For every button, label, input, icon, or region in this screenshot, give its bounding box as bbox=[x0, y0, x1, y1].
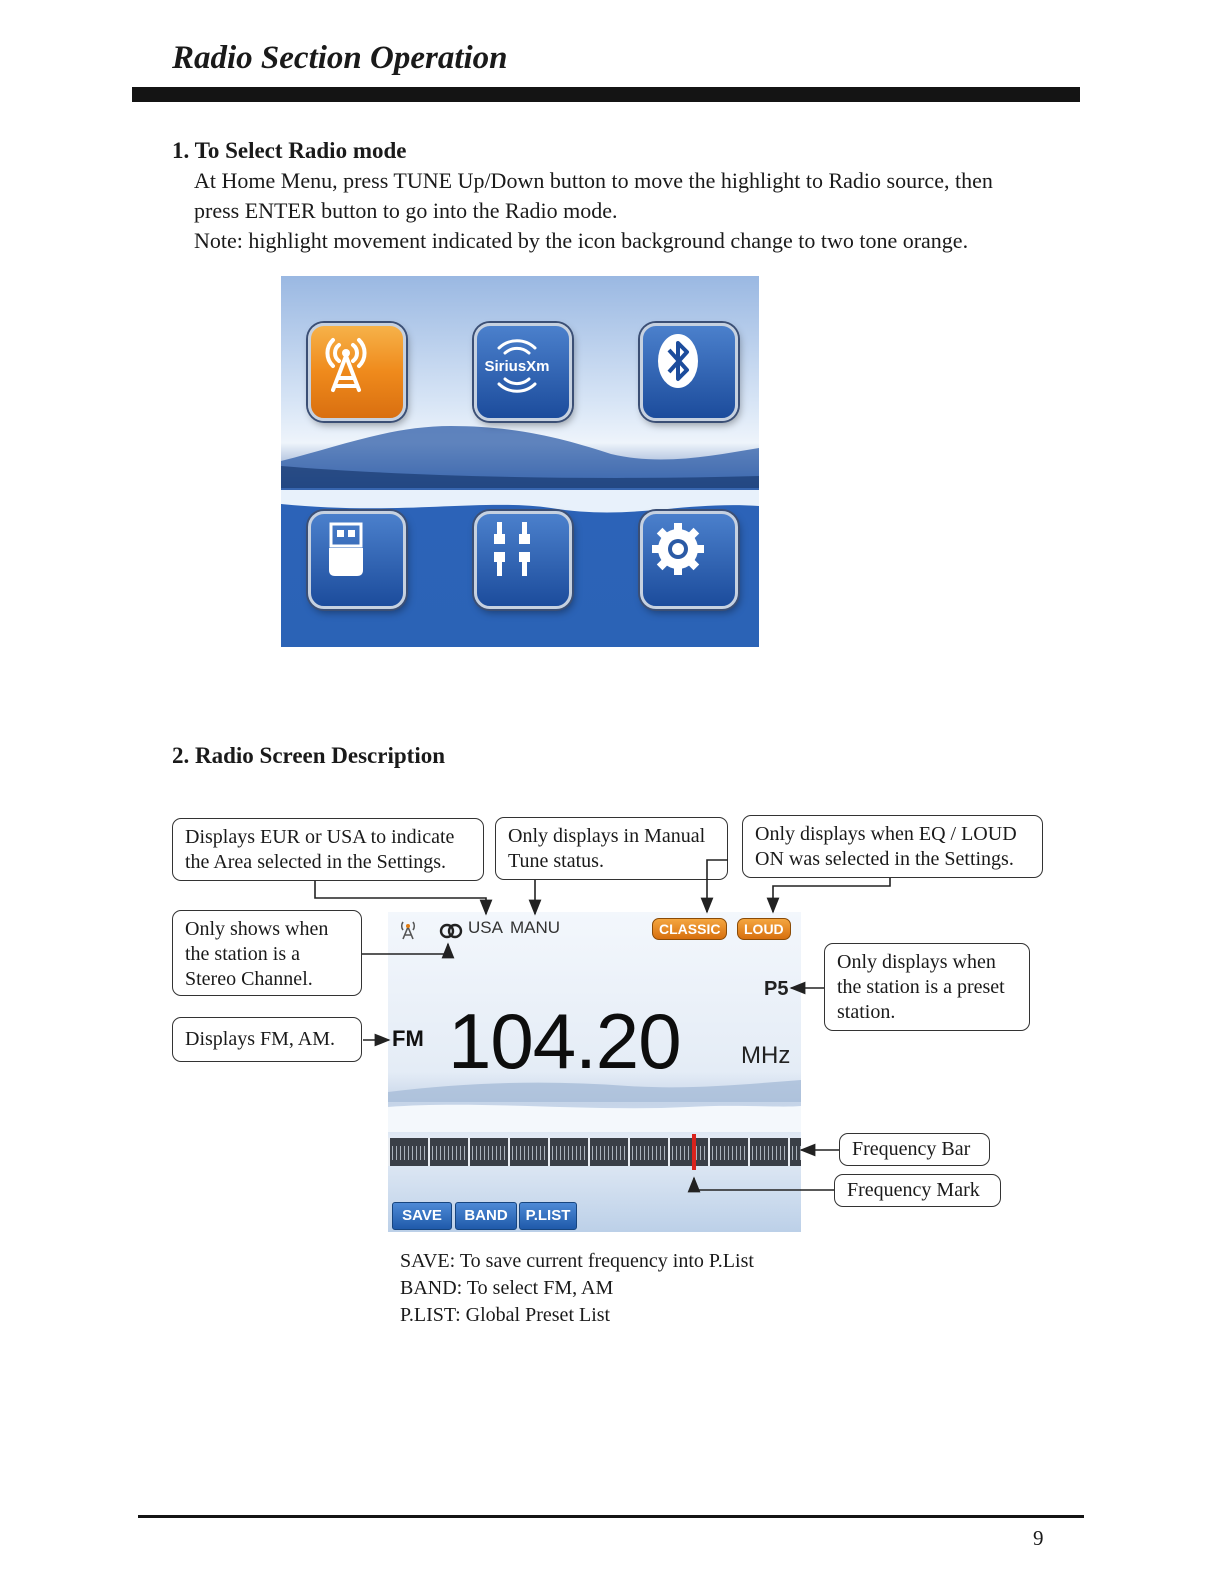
frequency-bar-tick bbox=[540, 1146, 541, 1160]
band-indicator: FM bbox=[392, 1026, 424, 1051]
frequency-bar-tick bbox=[616, 1146, 617, 1160]
frequency-bar-tick bbox=[700, 1146, 701, 1160]
frequency-bar-tick bbox=[496, 1146, 497, 1160]
callout-manual-line-2: Tune status. bbox=[508, 850, 604, 872]
callout-frequency-bar: Frequency Bar bbox=[839, 1133, 990, 1166]
frequency-bar-tick bbox=[728, 1146, 729, 1160]
frequency-mark bbox=[692, 1134, 696, 1170]
eq-badge: CLASSIC bbox=[652, 918, 727, 940]
callout-frequency-mark: Frequency Mark bbox=[834, 1174, 1001, 1207]
frequency-bar-tick bbox=[552, 1146, 553, 1160]
frequency-bar-tick bbox=[596, 1146, 597, 1160]
frequency-bar-tick bbox=[388, 1138, 390, 1166]
callout-stereo-line-3: Stereo Channel. bbox=[185, 968, 313, 990]
callout-area-line-1: Displays EUR or USA to indicate bbox=[185, 826, 455, 848]
frequency-bar-tick bbox=[708, 1138, 710, 1166]
callout-eq-line-2: ON was selected in the Settings. bbox=[755, 848, 1014, 870]
frequency-bar-tick bbox=[524, 1146, 525, 1160]
frequency-bar-tick bbox=[400, 1146, 401, 1160]
frequency-bar-track bbox=[388, 1138, 801, 1166]
frequency-bar-tick bbox=[516, 1146, 517, 1160]
frequency-bar-tick bbox=[440, 1146, 441, 1160]
frequency-bar-tick bbox=[696, 1146, 697, 1160]
frequency-bar-tick bbox=[676, 1146, 677, 1160]
frequency-unit: MHz bbox=[741, 1042, 791, 1069]
page-number: 9 bbox=[1033, 1526, 1044, 1550]
audio-settings-source-icon[interactable] bbox=[474, 511, 572, 609]
legend-plist: P.LIST: Global Preset List bbox=[400, 1304, 611, 1326]
frequency-bar-tick bbox=[720, 1146, 721, 1160]
frequency-bar-tick bbox=[392, 1146, 393, 1160]
callout-manual-tune bbox=[495, 817, 728, 880]
frequency-bar-tick bbox=[480, 1146, 481, 1160]
frequency-bar-tick bbox=[476, 1146, 477, 1160]
callout-stereo bbox=[172, 910, 362, 996]
band-button[interactable]: BAND bbox=[455, 1202, 517, 1230]
frequency-bar-tick bbox=[428, 1138, 430, 1166]
frequency-bar-tick bbox=[604, 1146, 605, 1160]
callout-stereo-line-1: Only shows when bbox=[185, 918, 329, 940]
callout-band-line-1: Displays FM, AM. bbox=[185, 1028, 336, 1050]
frequency-bar-tick bbox=[740, 1146, 741, 1160]
frequency-bar-tick bbox=[512, 1146, 513, 1160]
frequency-bar-tick bbox=[800, 1146, 801, 1160]
frequency-bar-tick bbox=[432, 1146, 433, 1160]
frequency-bar-tick bbox=[652, 1146, 653, 1160]
section1-line-3: Note: highlight movement indicated by the icon background change to two tone orange. bbox=[194, 228, 969, 253]
radio-tower-icon bbox=[311, 326, 381, 396]
frequency-bar-tick bbox=[544, 1146, 545, 1160]
frequency-bar-tick bbox=[608, 1146, 609, 1160]
callout-manual-line-1: Only displays in Manual bbox=[508, 825, 706, 847]
frequency-bar-tick bbox=[484, 1146, 485, 1160]
frequency-bar-tick bbox=[520, 1146, 521, 1160]
connector-loud bbox=[773, 878, 890, 912]
frequency-bar-tick bbox=[644, 1146, 645, 1160]
frequency-bar-tick bbox=[784, 1146, 785, 1160]
frequency-bar-tick bbox=[612, 1146, 613, 1160]
siriusxm-icon bbox=[477, 326, 557, 406]
callout-preset-line-3: station. bbox=[837, 1001, 896, 1023]
frequency-bar-tick bbox=[584, 1146, 585, 1160]
frequency-bar-tick bbox=[664, 1146, 665, 1160]
frequency-bar bbox=[388, 1134, 801, 1170]
frequency-bar-tick bbox=[680, 1146, 681, 1160]
frequency-bar-tick bbox=[756, 1146, 757, 1160]
frequency-bar-tick bbox=[788, 1138, 790, 1166]
plist-button[interactable]: P.LIST bbox=[519, 1202, 577, 1230]
frequency-bar-tick bbox=[492, 1146, 493, 1160]
frequency-bar-tick bbox=[588, 1138, 590, 1166]
frequency-bar-tick bbox=[460, 1146, 461, 1160]
frequency-bar-tick bbox=[576, 1146, 577, 1160]
usb-icon bbox=[311, 514, 381, 584]
audio-settings-icon bbox=[477, 514, 547, 584]
frequency-bar-tick bbox=[548, 1138, 550, 1166]
section1-line-2: press ENTER button to go into the Radio mode. bbox=[194, 198, 618, 223]
home-menu-screenshot bbox=[281, 276, 759, 647]
usb-source-icon[interactable] bbox=[308, 511, 406, 609]
frequency-bar-tick bbox=[408, 1146, 409, 1160]
frequency-bar-tick bbox=[532, 1146, 533, 1160]
frequency-bar-tick bbox=[640, 1146, 641, 1160]
legend-band: BAND: To select FM, AM bbox=[400, 1277, 614, 1299]
stereo-icon bbox=[439, 923, 463, 939]
legend-save: SAVE: To save current frequency into P.List bbox=[400, 1250, 754, 1272]
frequency-bar-tick bbox=[580, 1146, 581, 1160]
title-rule bbox=[132, 87, 1080, 102]
siriusxm-logo-text: SiriusXm bbox=[484, 358, 550, 375]
save-button[interactable]: SAVE bbox=[392, 1202, 452, 1230]
radio-source-icon[interactable] bbox=[308, 323, 406, 421]
frequency-bar-tick bbox=[792, 1146, 793, 1160]
frequency-bar-tick bbox=[764, 1146, 765, 1160]
frequency-bar-tick bbox=[620, 1146, 621, 1160]
frequency-bar-tick bbox=[628, 1138, 630, 1166]
frequency-bar-tick bbox=[504, 1146, 505, 1160]
frequency-bar-tick bbox=[776, 1146, 777, 1160]
frequency-bar-tick bbox=[444, 1146, 445, 1160]
page-title: Radio Section Operation bbox=[172, 40, 508, 76]
frequency-bar-tick bbox=[684, 1146, 685, 1160]
frequency-bar-tick bbox=[448, 1146, 449, 1160]
callout-area-line-2: the Area selected in the Settings. bbox=[185, 851, 447, 873]
bluetooth-icon bbox=[643, 326, 713, 396]
frequency-bar-tick bbox=[632, 1146, 633, 1160]
frequency-bar-tick bbox=[760, 1146, 761, 1160]
settings-gear-icon bbox=[643, 514, 713, 584]
frequency-bar-tick bbox=[500, 1146, 501, 1160]
frequency-bar-tick bbox=[636, 1146, 637, 1160]
callout-preset-line-2: the station is a preset bbox=[837, 976, 1005, 998]
radio-status-icon bbox=[397, 918, 419, 940]
frequency-bar-tick bbox=[656, 1146, 657, 1160]
frequency-bar-tick bbox=[412, 1146, 413, 1160]
frequency-bar-tick bbox=[424, 1146, 425, 1160]
frequency-bar-tick bbox=[404, 1146, 405, 1160]
frequency-bar-tick bbox=[568, 1146, 569, 1160]
settings-source-icon[interactable] bbox=[640, 511, 738, 609]
frequency-bar-tick bbox=[736, 1146, 737, 1160]
frequency-bar-tick bbox=[416, 1146, 417, 1160]
frequency-bar-tick bbox=[600, 1146, 601, 1160]
frequency-bar-tick bbox=[488, 1146, 489, 1160]
section2-heading: 2. Radio Screen Description bbox=[172, 743, 446, 768]
frequency-bar-tick bbox=[732, 1146, 733, 1160]
frequency-bar-tick bbox=[712, 1146, 713, 1160]
frequency-bar-tick bbox=[624, 1146, 625, 1160]
frequency-bar-tick bbox=[464, 1146, 465, 1160]
preset-indicator: P5 bbox=[764, 978, 789, 1000]
frequency-bar-tick bbox=[744, 1146, 745, 1160]
frequency-bar-tick bbox=[672, 1146, 673, 1160]
frequency-bar-tick bbox=[560, 1146, 561, 1160]
frequency-bar-tick bbox=[648, 1146, 649, 1160]
frequency-bar-tick bbox=[564, 1146, 565, 1160]
frequency-bar-tick bbox=[468, 1138, 470, 1166]
frequency-bar-tick bbox=[456, 1146, 457, 1160]
frequency-bar-tick bbox=[704, 1146, 705, 1160]
frequency-bar-tick bbox=[724, 1146, 725, 1160]
footer-rule bbox=[138, 1515, 1084, 1518]
frequency-bar-tick bbox=[528, 1146, 529, 1160]
frequency-bar-tick bbox=[660, 1146, 661, 1160]
frequency-bar-tick bbox=[772, 1146, 773, 1160]
bluetooth-source-icon[interactable] bbox=[640, 323, 738, 421]
frequency-bar-tick bbox=[556, 1146, 557, 1160]
frequency-bar-tick bbox=[452, 1146, 453, 1160]
frequency-bar-tick bbox=[436, 1146, 437, 1160]
callout-eq-line-1: Only displays when EQ / LOUD bbox=[755, 823, 1017, 845]
section1-heading: 1. To Select Radio mode bbox=[172, 138, 407, 163]
callout-band bbox=[172, 1017, 362, 1062]
frequency-bar-tick bbox=[780, 1146, 781, 1160]
callout-eq-loud bbox=[742, 815, 1043, 878]
frequency-bar-tick bbox=[748, 1138, 750, 1166]
callout-stereo-line-2: the station is a bbox=[185, 943, 300, 965]
frequency-bar-tick bbox=[796, 1146, 797, 1160]
area-indicator: USA bbox=[468, 918, 503, 937]
frequency-bar-tick bbox=[572, 1146, 573, 1160]
loud-badge: LOUD bbox=[737, 918, 791, 940]
frequency-bar-tick bbox=[396, 1146, 397, 1160]
callout-area-region bbox=[172, 818, 484, 881]
callout-preset-line-1: Only displays when bbox=[837, 951, 996, 973]
frequency-bar-tick bbox=[508, 1138, 510, 1166]
frequency-bar-tick bbox=[536, 1146, 537, 1160]
frequency-bar-tick bbox=[752, 1146, 753, 1160]
frequency-bar-tick bbox=[668, 1138, 670, 1166]
frequency-bar-tick bbox=[688, 1146, 689, 1160]
frequency-bar-tick bbox=[592, 1146, 593, 1160]
section1-line-1: At Home Menu, press TUNE Up/Down button to move the highlight to Radio source, then bbox=[194, 168, 993, 193]
manual-tune-indicator: MANU bbox=[510, 918, 561, 937]
frequency-bar-tick bbox=[420, 1146, 421, 1160]
frequency-bar-tick bbox=[472, 1146, 473, 1160]
frequency-bar-tick bbox=[768, 1146, 769, 1160]
frequency-bar-tick bbox=[716, 1146, 717, 1160]
callout-preset bbox=[824, 943, 1030, 1031]
siriusxm-source-icon[interactable] bbox=[474, 323, 572, 421]
radio-screen-screenshot bbox=[388, 912, 801, 1232]
frequency-display: 104.20 bbox=[448, 997, 681, 1085]
